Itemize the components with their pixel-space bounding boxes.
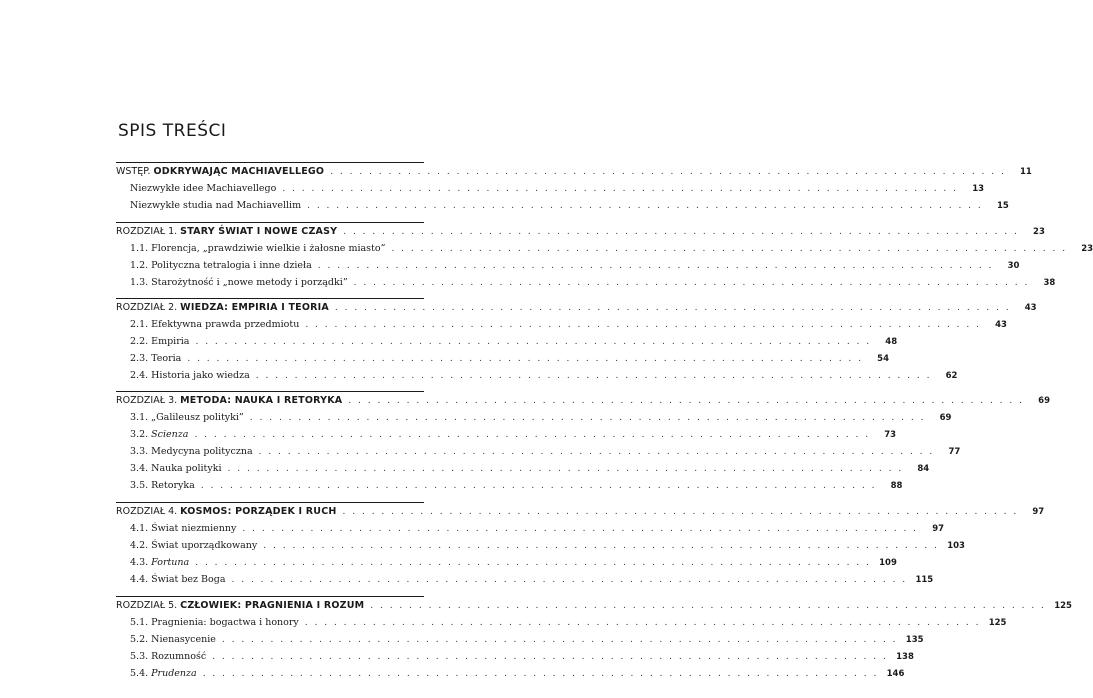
toc-chapter-row[interactable] (0, 395, 1050, 412)
item-label: 4.1. Świat niezmienny (130, 523, 237, 534)
toc-item-row[interactable] (0, 540, 965, 557)
item-label: 3.1. „Galileusz polityki” (130, 412, 244, 423)
page-number: 88 (890, 481, 903, 491)
section-rule (116, 298, 424, 299)
toc-item-row[interactable] (0, 463, 930, 480)
dot-leader: . . . . . . . . . . . . . . . . . . . . . . . . . . . . . . . . . . . . . . . . . . . . . . . . . . . . . . . . . . . . . . . . . . . . . . (305, 320, 981, 330)
item-label: 5.3. Rozumność (130, 651, 207, 662)
toc-item-row[interactable] (0, 319, 1007, 336)
page-number: 103 (947, 541, 965, 551)
page-number: 97 (932, 524, 945, 534)
toc-item-row[interactable] (0, 480, 903, 497)
section-rule (116, 391, 424, 392)
chapter-label: ROZDZIAŁ 3. METODA: NAUKA I RETORYKA (116, 395, 343, 406)
toc-chapter-row[interactable] (0, 600, 1072, 617)
toc-item-row[interactable] (0, 353, 890, 370)
dot-leader: . . . . . . . . . . . . . . . . . . . . . . . . . . . . . . . . . . . . . . . . . . . . . . . . . . . . . . . . . . . . . . . . . . . . . . (258, 447, 935, 457)
chapter-label: ROZDZIAŁ 2. WIEDZA: EMPIRIA I TEORIA (116, 302, 329, 313)
item-label: 1.3. Starożytność i „nowe metody i porządki” (130, 277, 348, 288)
dot-leader: . . . . . . . . . . . . . . . . . . . . . . . . . . . . . . . . . . . . . . . . . . . . . . . . . . . . . . . . . . . . . . . . . . . . . . (343, 227, 1019, 237)
page-number: 69 (1038, 396, 1050, 406)
toc-chapter-row[interactable] (0, 166, 1032, 183)
dot-leader: . . . . . . . . . . . . . . . . . . . . . . . . . . . . . . . . . . . . . . . . . . . . . . . . . . . . . . . . . . . . . . . . . . . . . . (194, 430, 871, 440)
dot-leader: . . . . . . . . . . . . . . . . . . . . . . . . . . . . . . . . . . . . . . . . . . . . . . . . . . . . . . . . . . . . . . . . . . . . . . (195, 558, 871, 568)
dot-leader: . . . . . . . . . . . . . . . . . . . . . . . . . . . . . . . . . . . . . . . . . . . . . . . . . . . . . . . . . . . . . . . . . . . . . . (212, 652, 888, 662)
toc-item-row[interactable] (0, 277, 1056, 294)
page-number: 138 (896, 652, 914, 662)
toc-item-row[interactable] (0, 634, 924, 651)
page-number: 135 (905, 635, 924, 645)
page-number: 146 (886, 669, 905, 679)
dot-leader: . . . . . . . . . . . . . . . . . . . . . . . . . . . . . . . . . . . . . . . . . . . . . . . . . . . . . . . . . . . . . . . . . . . . . . (231, 575, 908, 585)
page-number: 109 (879, 558, 897, 568)
item-label: 2.1. Efektywna prawda przedmiotu (130, 319, 300, 330)
dot-leader: . . . . . . . . . . . . . . . . . . . . . . . . . . . . . . . . . . . . . . . . . . . . . . . . . . . . . . . . . . . . . . . . . . . . . . (242, 524, 919, 534)
item-label: 4.3. Fortuna (130, 557, 190, 568)
dot-leader: . . . . . . . . . . . . . . . . . . . . . . . . . . . . . . . . . . . . . . . . . . . . . . . . . . . . . . . . . . . . . . . . . . . . . . (317, 261, 994, 271)
page-number: 77 (948, 447, 961, 457)
dot-leader: . . . . . . . . . . . . . . . . . . . . . . . . . . . . . . . . . . . . . . . . . . . . . . . . . . . . . . . . . . . . . . . . . . . . . . (255, 371, 932, 381)
page-number: 54 (877, 354, 890, 364)
item-label: Niezwykłe studia nad Machiavellim (130, 200, 302, 211)
chapter-label: ROZDZIAŁ 5. CZŁOWIEK: PRAGNIENIA I ROZUM (116, 600, 365, 611)
toc-chapter-row[interactable] (0, 506, 1045, 523)
chapter-label: ROZDZIAŁ 4. KOSMOS: PORZĄDEK I RUCH (116, 506, 337, 517)
item-label: 3.4. Nauka polityki (130, 463, 222, 474)
item-label: 2.3. Teoria (130, 353, 182, 364)
toc-item-row[interactable] (0, 446, 961, 463)
section-rule (116, 596, 424, 597)
toc-item-row[interactable] (0, 557, 897, 574)
dot-leader: . . . . . . . . . . . . . . . . . . . . . . . . . . . . . . . . . . . . . . . . . . . . . . . . . . . . . . . . . . . . . . . . . . . . . . (187, 354, 864, 364)
dot-leader: . . . . . . . . . . . . . . . . . . . . . . . . . . . . . . . . . . . . . . . . . . . . . . . . . . . . . . . . . . . . . . . . . . . . . . (342, 507, 1019, 517)
page-number: 125 (988, 618, 1007, 628)
toc-item-row[interactable] (0, 370, 958, 387)
toc-title: SPIS TREŚCI (118, 121, 227, 141)
toc-item-row[interactable] (0, 336, 898, 353)
section-rule (116, 502, 424, 503)
item-label: 5.1. Pragnienia: bogactwa i honory (130, 617, 299, 628)
item-label: 5.4. Prudenza (130, 668, 197, 679)
page-number: 38 (1043, 278, 1056, 288)
dot-leader: . . . . . . . . . . . . . . . . . . . . . . . . . . . . . . . . . . . . . . . . . . . . . . . . . . . . . . . . . . . . . . . . . . . . . . (200, 481, 877, 491)
page-number: 30 (1007, 261, 1020, 271)
toc-item-row[interactable] (0, 243, 1093, 260)
page-number: 11 (1020, 167, 1032, 177)
page-number: 115 (915, 575, 934, 585)
item-label: 1.2. Polityczna tetralogia i inne dzieła (130, 260, 312, 271)
chapter-label: ROZDZIAŁ 1. STARY ŚWIAT I NOWE CZASY (116, 226, 338, 237)
item-label: 3.3. Medycyna polityczna (130, 446, 253, 457)
item-label: 2.2. Empiria (130, 336, 190, 347)
item-label: 2.4. Historia jako wiedza (130, 370, 250, 381)
dot-leader: . . . . . . . . . . . . . . . . . . . . . . . . . . . . . . . . . . . . . . . . . . . . . . . . . . . . . . . . . . . . . . . . . . . . . . (282, 184, 959, 194)
toc-chapter-row[interactable] (0, 226, 1045, 243)
toc-item-row[interactable] (0, 617, 1007, 634)
toc-item-row[interactable] (0, 200, 1009, 217)
toc-item-row[interactable] (0, 412, 952, 429)
dot-leader: . . . . . . . . . . . . . . . . . . . . . . . . . . . . . . . . . . . . . . . . . . . . . . . . . . . . . . . . . . . . . . . . . . . . . . (263, 541, 939, 551)
dot-leader: . . . . . . . . . . . . . . . . . . . . . . . . . . . . . . . . . . . . . . . . . . . . . . . . . . . . . . . . . . . . . . . . . . . . . . (307, 201, 983, 211)
page-number: 73 (884, 430, 897, 440)
page-number: 84 (917, 464, 930, 474)
item-label: 5.2. Nienasycenie (130, 634, 216, 645)
toc-item-row[interactable] (0, 260, 1020, 277)
dot-leader: . . . . . . . . . . . . . . . . . . . . . . . . . . . . . . . . . . . . . . . . . . . . . . . . . . . . . . . . . . . . . . . . . . . . . . (334, 303, 1011, 313)
toc-chapter-row[interactable] (0, 302, 1037, 319)
chapter-label: WSTĘP. ODKRYWAJĄC MACHIAVELLEGO (116, 166, 325, 177)
item-label: 4.4. Świat bez Boga (130, 574, 226, 585)
page-number: 23 (1081, 244, 1093, 254)
dot-leader: . . . . . . . . . . . . . . . . . . . . . . . . . . . . . . . . . . . . . . . . . . . . . . . . . . . . . . . . . . . . . . . . . . . . . . (330, 167, 1006, 177)
dot-leader: . . . . . . . . . . . . . . . . . . . . . . . . . . . . . . . . . . . . . . . . . . . . . . . . . . . . . . . . . . . . . . . . . . . . . . (391, 244, 1068, 254)
page-number: 62 (945, 371, 958, 381)
item-label: 3.2. Scienza (130, 429, 189, 440)
dot-leader: . . . . . . . . . . . . . . . . . . . . . . . . . . . . . . . . . . . . . . . . . . . . . . . . . . . . . . . . . . . . . . . . . . . . . . (202, 669, 879, 679)
item-label: 1.1. Florencja, „prawdziwie wielkie i żałosne miasto” (130, 243, 386, 254)
toc-item-row[interactable] (0, 651, 914, 668)
page-number: 23 (1033, 227, 1045, 237)
dot-leader: . . . . . . . . . . . . . . . . . . . . . . . . . . . . . . . . . . . . . . . . . . . . . . . . . . . . . . . . . . . . . . . . . . . . . . (370, 601, 1046, 611)
page-number: 48 (885, 337, 898, 347)
item-label: 4.2. Świat uporządkowany (130, 540, 258, 551)
item-label: 3.5. Retoryka (130, 480, 195, 491)
page-number: 43 (995, 320, 1007, 330)
section-rule (116, 162, 424, 163)
dot-leader: . . . . . . . . . . . . . . . . . . . . . . . . . . . . . . . . . . . . . . . . . . . . . . . . . . . . . . . . . . . . . . . . . . . . . . (353, 278, 1030, 288)
dot-leader: . . . . . . . . . . . . . . . . . . . . . . . . . . . . . . . . . . . . . . . . . . . . . . . . . . . . . . . . . . . . . . . . . . . . . . (227, 464, 904, 474)
section-rule (116, 222, 424, 223)
item-label: Niezwykłe idee Machiavellego (130, 183, 277, 194)
dot-leader: . . . . . . . . . . . . . . . . . . . . . . . . . . . . . . . . . . . . . . . . . . . . . . . . . . . . . . . . . . . . . . . . . . . . . . (195, 337, 872, 347)
dot-leader: . . . . . . . . . . . . . . . . . . . . . . . . . . . . . . . . . . . . . . . . . . . . . . . . . . . . . . . . . . . . . . . . . . . . . . (221, 635, 898, 645)
toc-item-row[interactable] (0, 668, 905, 685)
page-number: 69 (939, 413, 952, 423)
toc-item-row[interactable] (0, 574, 934, 591)
toc-item-row[interactable] (0, 523, 945, 540)
dot-leader: . . . . . . . . . . . . . . . . . . . . . . . . . . . . . . . . . . . . . . . . . . . . . . . . . . . . . . . . . . . . . . . . . . . . . . (348, 396, 1024, 406)
toc-item-row[interactable] (0, 429, 897, 446)
page-number: 15 (996, 201, 1009, 211)
page-number: 97 (1032, 507, 1045, 517)
dot-leader: . . . . . . . . . . . . . . . . . . . . . . . . . . . . . . . . . . . . . . . . . . . . . . . . . . . . . . . . . . . . . . . . . . . . . . (304, 618, 981, 628)
page-number: 43 (1024, 303, 1037, 313)
toc-item-row[interactable] (0, 183, 985, 200)
page-number: 13 (972, 184, 985, 194)
page-number: 125 (1054, 601, 1072, 611)
dot-leader: . . . . . . . . . . . . . . . . . . . . . . . . . . . . . . . . . . . . . . . . . . . . . . . . . . . . . . . . . . . . . . . . . . . . . . (249, 413, 926, 423)
